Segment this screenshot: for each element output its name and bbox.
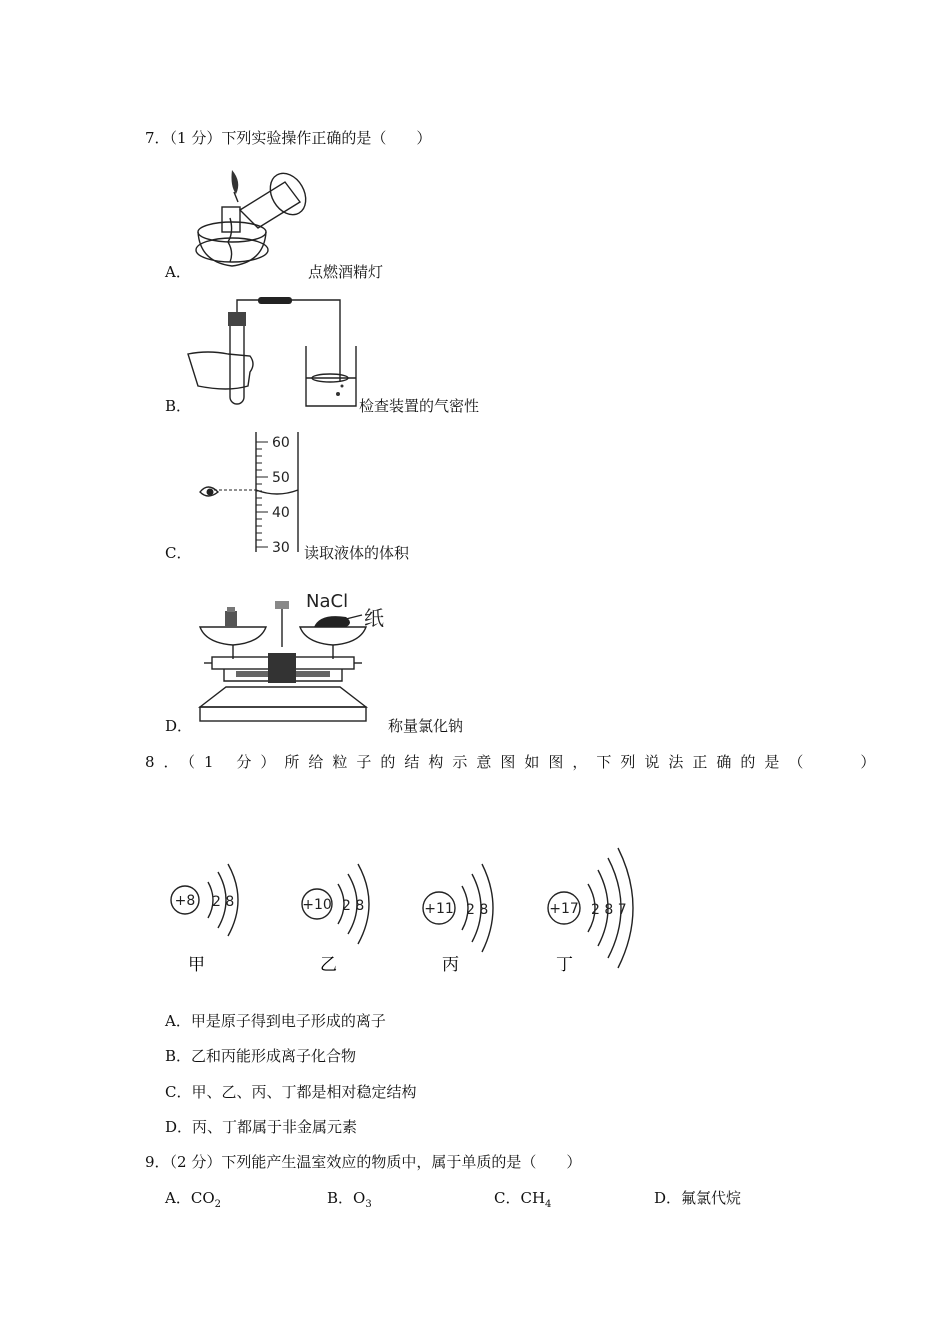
particle-ding: [548, 848, 633, 975]
q7-option-c-caption: 读取液体的体积: [304, 544, 410, 562]
q8-option-b: B．乙和丙能形成离子化合物: [165, 1047, 357, 1065]
graduated-cylinder-illustration: [196, 430, 306, 558]
q9-option-d-letter: D．: [654, 1189, 682, 1207]
q7-option-a-caption: 点燃酒精灯: [308, 263, 384, 281]
balance-illustration: [196, 587, 396, 732]
particle-jia: [171, 864, 238, 975]
q7-option-a-letter: A．: [165, 263, 191, 281]
q7-option-d-caption: 称量氯化钠: [388, 717, 464, 735]
q9-option-b-letter: B．: [327, 1189, 354, 1207]
particle-yi-electrons: 2 8: [342, 898, 365, 914]
q9-option-a-text: CO: [190, 1189, 215, 1207]
q8-stem: 8．（1 分）所给粒子的结构示意图如图，下列说法正确的是（ ）: [145, 753, 885, 771]
q8-option-d: D．丙、丁都属于非金属元素: [165, 1118, 358, 1136]
q9-option-c: [494, 1188, 551, 1211]
particle-ding-nucleus: +17: [549, 901, 579, 917]
q7-option-b-caption: 检查装置的气密性: [359, 397, 480, 415]
particle-bing-nucleus: +11: [424, 901, 454, 917]
q9-option-d: [654, 1188, 741, 1208]
particle-ding-electrons: 2 8 7: [591, 902, 627, 918]
particle-yi: [302, 864, 369, 975]
particle-jia-nucleus: +8: [174, 893, 196, 909]
q8-option-c: C．甲、乙、丙、丁都是相对稳定结构: [165, 1083, 417, 1101]
particle-bing-electrons: 2 8: [466, 902, 489, 918]
cylinder-tick-30: 30: [272, 540, 290, 556]
cylinder-tick-40: 40: [272, 505, 290, 521]
q9-option-d-text: 氟氯代烷: [681, 1189, 742, 1207]
q9-option-c-sub: 4: [545, 1199, 552, 1210]
particle-bing-name: 丙: [442, 955, 459, 975]
q9-option-a-sub: 2: [214, 1199, 221, 1210]
airtightness-illustration: [188, 294, 358, 412]
q9-option-b-text: O: [353, 1189, 366, 1207]
q9-stem: 9．（2 分）下列能产生温室效应的物质中，属于单质的是（ ）: [145, 1153, 582, 1171]
q7-option-c-letter: C．: [165, 544, 192, 562]
particle-yi-nucleus: +10: [302, 897, 332, 913]
particle-structure-diagrams: [160, 846, 650, 986]
particle-ding-name: 丁: [556, 955, 573, 975]
q9-option-b: [327, 1188, 372, 1211]
particle-yi-name: 乙: [320, 955, 337, 975]
particle-jia-electrons: 2 8: [212, 894, 235, 910]
q8-option-a: A．甲是原子得到电子形成的离子: [165, 1012, 386, 1030]
particle-bing: [423, 864, 493, 975]
particle-jia-name: 甲: [188, 955, 205, 975]
q7-stem: 7．（1 分）下列实验操作正确的是（ ）: [145, 129, 432, 147]
cylinder-tick-50: 50: [272, 470, 290, 486]
q9-option-b-sub: 3: [365, 1199, 372, 1210]
q7-option-b-letter: B．: [165, 397, 192, 415]
q9-option-a-letter: A．: [165, 1189, 191, 1207]
q7-option-d-letter: D．: [165, 717, 193, 735]
paper-label: 纸: [364, 606, 384, 630]
q9-option-a: [165, 1188, 221, 1211]
alcohol-lamp-illustration: [190, 162, 310, 277]
q9-option-c-text: CH: [520, 1189, 546, 1207]
cylinder-tick-60: 60: [272, 435, 290, 451]
nacl-label: NaCl: [306, 591, 349, 612]
q9-option-c-letter: C．: [494, 1189, 521, 1207]
